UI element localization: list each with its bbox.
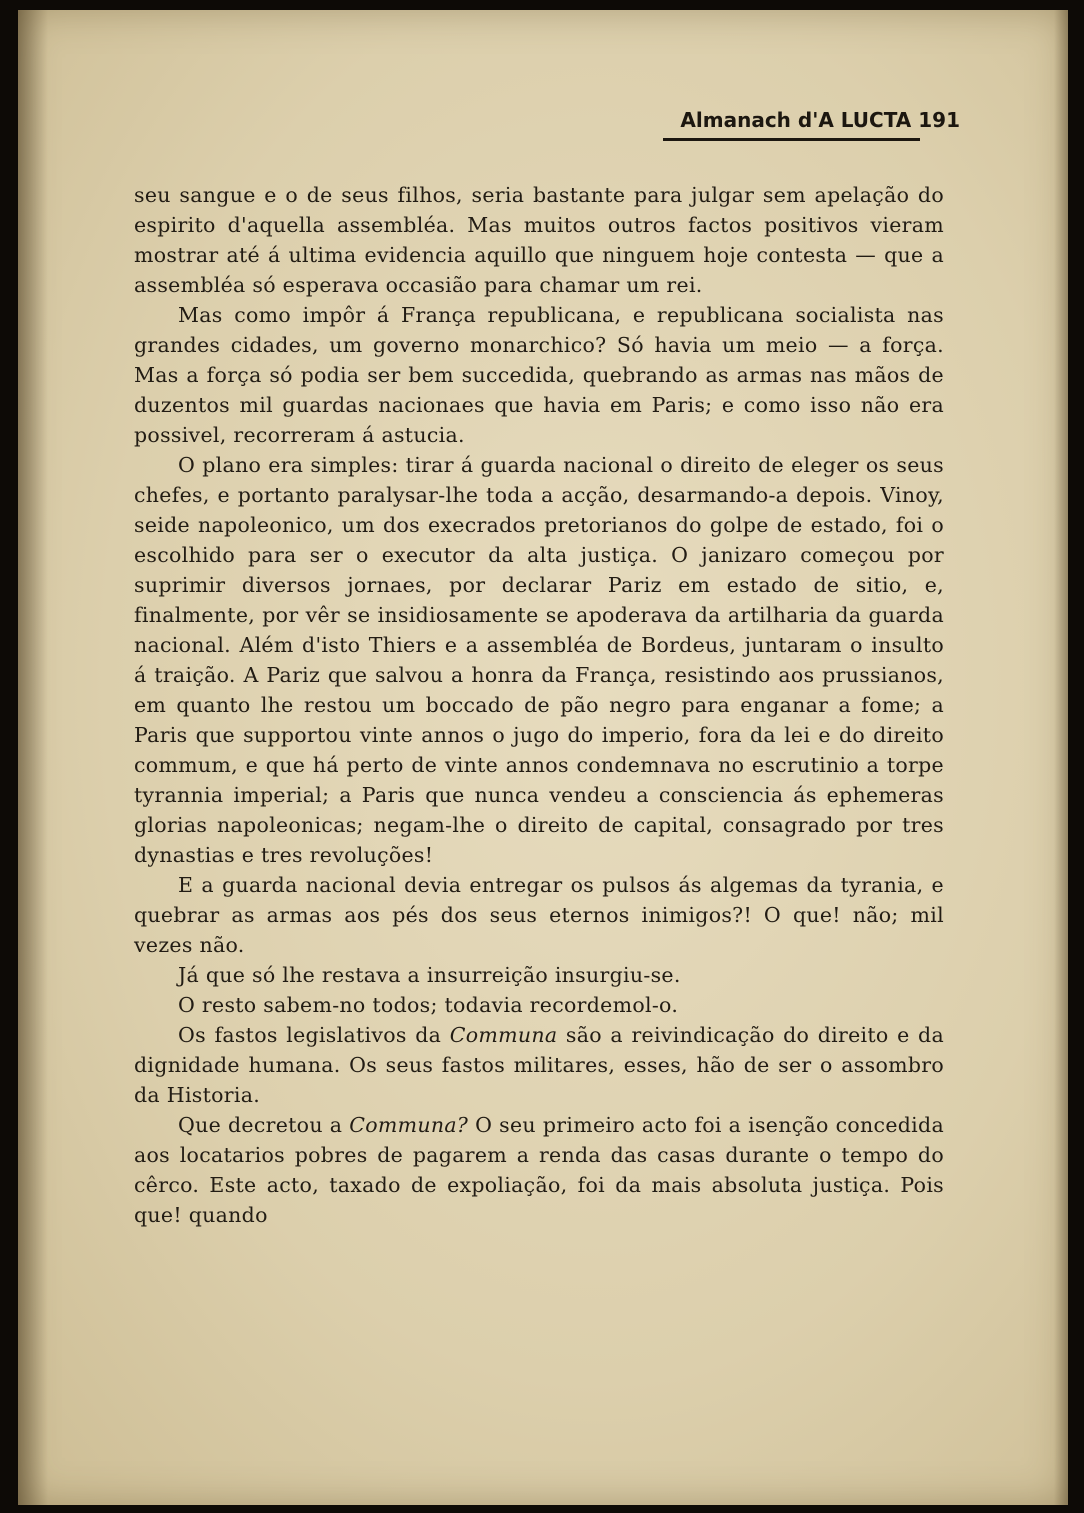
body-text <box>134 180 944 1230</box>
paragraph: O plano era simples: tirar á guarda nacional o direito de eleger os seus chefes, e portanto paralysar-lhe toda a acção, desarmando-a depois. Vinoy, seide napoleonico, um dos execrados pretorianos do golpe de estado, foi o escolhido para ser o executor da alta justiça. O janizaro começou por suprimir diversos jornaes, por declarar Pariz em estado de sitio, e, finalmente, por vêr se insidiosamente se apoderava da artilharia da guarda nacional. Além d'isto Thiers e a assembléa de Bordeus, juntaram o insulto á traição. A Pariz que salvou a honra da França, resistindo aos prussianos, em quanto lhe restou um boccado de pão negro para enganar a fome; a Paris que supportou vinte annos o jugo do imperio, fora da lei e do direito commum, e que há perto de vinte annos condemnava no escrutinio a torpe tyrannia imperial; a Paris que nunca vendeu a consciencia ás ephemeras glorias napoleonicas; negam-lhe o direito de capital, consagrado por tres dynastias e tres revoluções! <box>134 453 944 867</box>
paragraph <box>134 1110 944 1230</box>
header-title: Almanach d'A LUCTA <box>680 108 912 132</box>
paragraph: seu sangue e o de seus filhos, seria bastante para julgar sem apelação do espirito d'aquella assembléa. Mas muitos outros factos positivos vieram mostrar até á ultima evidencia aquillo que ninguem hoje contesta — que a assembléa só esperava occasião para chamar um rei. <box>134 183 944 297</box>
running-header <box>680 108 960 132</box>
italic-term: Communa <box>449 1023 558 1047</box>
page-number: 191 <box>918 108 960 132</box>
book-page <box>18 10 1068 1505</box>
paragraph: Mas como impôr á França republicana, e republicana socialista nas grandes cidades, um governo monarchico? Só havia um meio — a força. Mas a força só podia ser bem succedida, quebrando as armas nas mãos de duzentos mil guardas nacionaes que havia em Paris; e como isso não era possivel, recorreram á astucia. <box>134 303 944 447</box>
paragraph: O resto sabem-no todos; todavia recordemol-o. <box>178 993 679 1017</box>
paragraph-text: são a reivindicação do direito e da dignidade humana. Os seus fastos militares, esses, hão de ser o assombro da Historia. <box>134 1023 944 1107</box>
paragraph-text: Os fastos legislativos da <box>178 1023 450 1047</box>
paragraph: Já que só lhe restava a insurreição insurgiu-se. <box>178 963 681 987</box>
paragraph <box>134 1020 944 1110</box>
paragraph-text: O seu primeiro acto foi a isenção concedida aos locatarios pobres de pagarem a renda das casas durante o tempo do cêrco. Este acto, taxado de expoliação, foi da mais absoluta justiça. Pois que! quando <box>134 1113 944 1227</box>
page-gutter-shadow <box>18 10 48 1505</box>
page-edge-shadow <box>1054 10 1068 1505</box>
italic-term: Communa? <box>349 1113 469 1137</box>
paragraph: E a guarda nacional devia entregar os pulsos ás algemas da tyrania, e quebrar as armas aos pés dos seus eternos inimigos?! O que! não; mil vezes não. <box>134 873 944 957</box>
paragraph-text: Que decretou a <box>178 1113 350 1137</box>
header-rule <box>663 138 920 141</box>
